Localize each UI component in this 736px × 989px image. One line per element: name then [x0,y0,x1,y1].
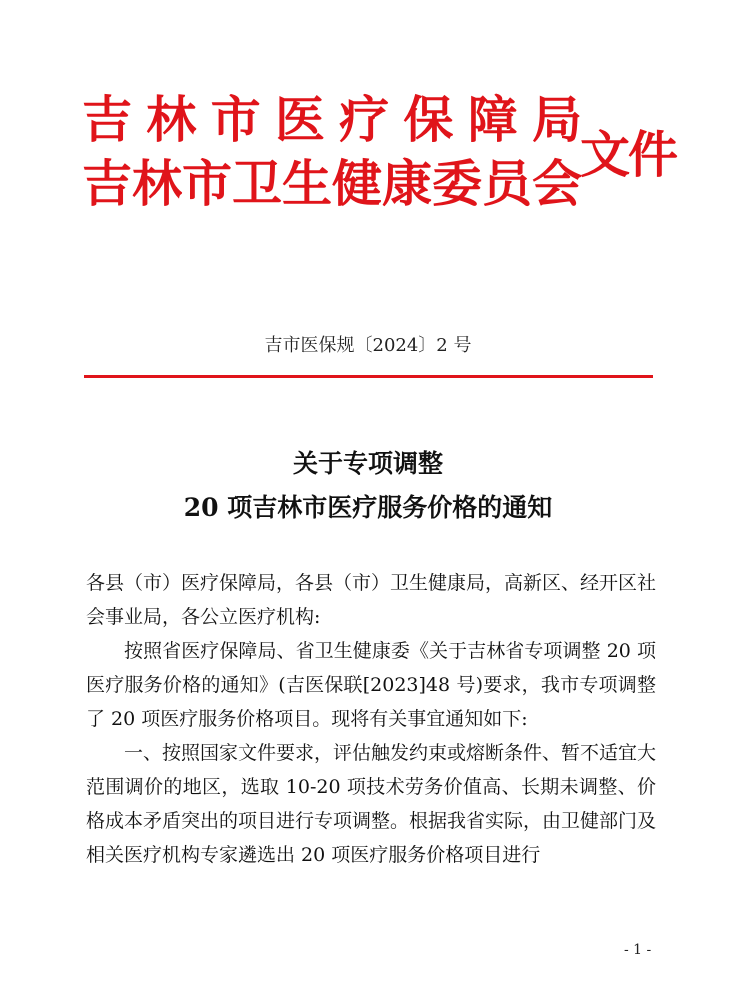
body-paragraph: 按照省医疗保障局、省卫生健康委《关于吉林省专项调整 20 项医疗服务价格的通知》(吉医保联[2023]48 号)要求，我市专项调整了 20 项医疗服务价格项目。现将有关事宜通知如下: [86,640,656,730]
body-paragraph: 一、按照国家文件要求，评估触发约束或熔断条件、暂不适宜大范围调价的地区，选取 10-20 项技术劳务价值高、长期未调整、价格成本矛盾突出的项目进行专项调整。根据我省实际，由卫健部门及相关医疗机构专家遴选出 20 项医疗服务价格项目进行 [86,742,657,866]
authority-char: 林 [146,90,197,149]
authority-line-medical-security [82,88,582,152]
authority-char: 局 [531,90,582,149]
document-number: 吉市医保规〔2024〕2 号 [264,335,472,356]
authority-char: 吉 [82,90,132,149]
title-line-2: 20 项吉林市医疗服务价格的通知 [183,493,553,522]
authority-char: 市 [182,154,232,213]
authority-char: 生 [282,154,332,213]
authority-char: 健 [332,154,382,213]
authority-char: 障 [467,90,518,149]
authority-line-health-commission [82,152,582,216]
authority-char: 保 [403,90,454,149]
document-body [86,566,656,872]
authority-char: 疗 [339,90,390,149]
page-number: - 1 - [624,942,652,958]
document-title [0,442,736,530]
document-suffix: 文件 [580,125,676,184]
authority-char: 康 [382,154,432,213]
red-divider [84,375,653,378]
authority-char: 林 [132,154,182,213]
authority-char: 卫 [232,154,282,213]
authority-char: 医 [274,90,325,149]
authority-char: 市 [210,90,261,149]
authority-char: 委 [432,154,482,213]
authority-char: 员 [482,154,532,213]
authority-char: 会 [532,154,582,213]
addressee: 各县（市）医疗保障局，各县（市）卫生健康局，高新区、经开区社会事业局，各公立医疗机构: [86,572,657,628]
title-line-1: 关于专项调整 [292,449,443,478]
issuing-authorities [82,88,582,216]
authority-char: 吉 [82,154,132,213]
